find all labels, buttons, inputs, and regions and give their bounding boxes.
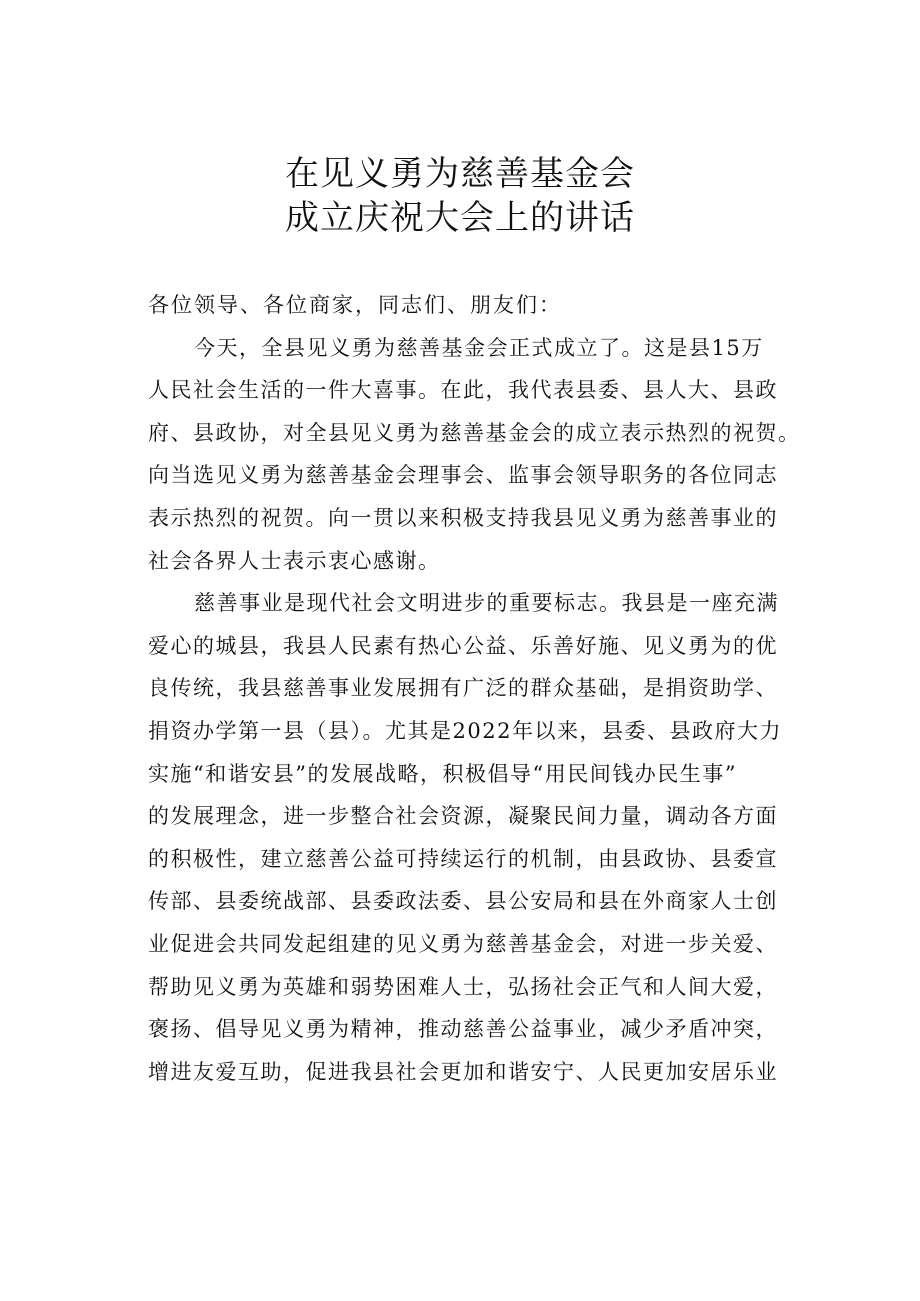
paragraph-line: 良传统，我县慈善事业发展拥有广泛的群众基础，是捐资助学、 bbox=[148, 676, 778, 701]
paragraph-line: 的发展理念，进一步整合社会资源，凝聚民间力量，调动各方面 bbox=[148, 804, 778, 829]
paragraph-line: 褒扬、倡导见义勇为精神，推动慈善公益事业，减少矛盾冲突， bbox=[148, 1017, 778, 1042]
document-title bbox=[0, 152, 920, 240]
paragraph-line: 的积极性，建立慈善公益可持续运行的机制，由县政协、县委宣 bbox=[148, 846, 778, 871]
paragraph-line: 帮助见义勇为英雄和弱势困难人士，弘扬社会正气和人间大爱， bbox=[148, 974, 778, 999]
document-body bbox=[148, 284, 808, 1093]
paragraph-line: 府、县政协，对全县见义勇为慈善基金会的成立表示热烈的祝贺。 bbox=[148, 420, 801, 445]
paragraph-1 bbox=[148, 327, 808, 583]
paragraph-line: 今天，全县见义勇为慈善基金会正式成立了。这是县15万 bbox=[194, 335, 764, 360]
paragraph-line: 慈善事业是现代社会文明进步的重要标志。我县是一座充满 bbox=[194, 591, 779, 616]
title-line: 在见义勇为慈善基金会 bbox=[285, 154, 635, 194]
paragraph-line: 人民社会生活的一件大喜事。在此，我代表县委、县人大、县政 bbox=[148, 378, 778, 403]
paragraph-line: 向当选见义勇为慈善基金会理事会、监事会领导职务的各位同志 bbox=[148, 463, 778, 488]
paragraph-line: 社会各界人士表示衷心感谢。 bbox=[148, 548, 441, 573]
paragraph-2 bbox=[148, 582, 808, 1093]
paragraph-line: 业促进会共同发起组建的见义勇为慈善基金会，对进一步关爱、 bbox=[148, 931, 778, 956]
paragraph-line: 传部、县委统战部、县委政法委、县公安局和县在外商家人士创 bbox=[148, 889, 778, 914]
title-line: 成立庆祝大会上的讲话 bbox=[285, 198, 635, 238]
paragraph-line: 表示热烈的祝贺。向一贯以来积极支持我县见义勇为慈善事业的 bbox=[148, 505, 778, 530]
paragraph-line: 爱心的城县，我县人民素有热心公益、乐善好施、见义勇为的优 bbox=[148, 633, 778, 658]
paragraph-line: 捐资办学第一县（县）。尤其是2022年以来，县委、县政府大力 bbox=[148, 718, 782, 743]
salutation: 各位领导、各位商家，同志们、朋友们： bbox=[148, 293, 562, 317]
paragraph-line: 实施“和谐安县”的发展战略，积极倡导“用民间钱办民生事” bbox=[148, 761, 737, 786]
paragraph-line: 增进友爱互助，促进我县社会更加和谐安宁、人民更加安居乐业 bbox=[148, 1059, 778, 1084]
